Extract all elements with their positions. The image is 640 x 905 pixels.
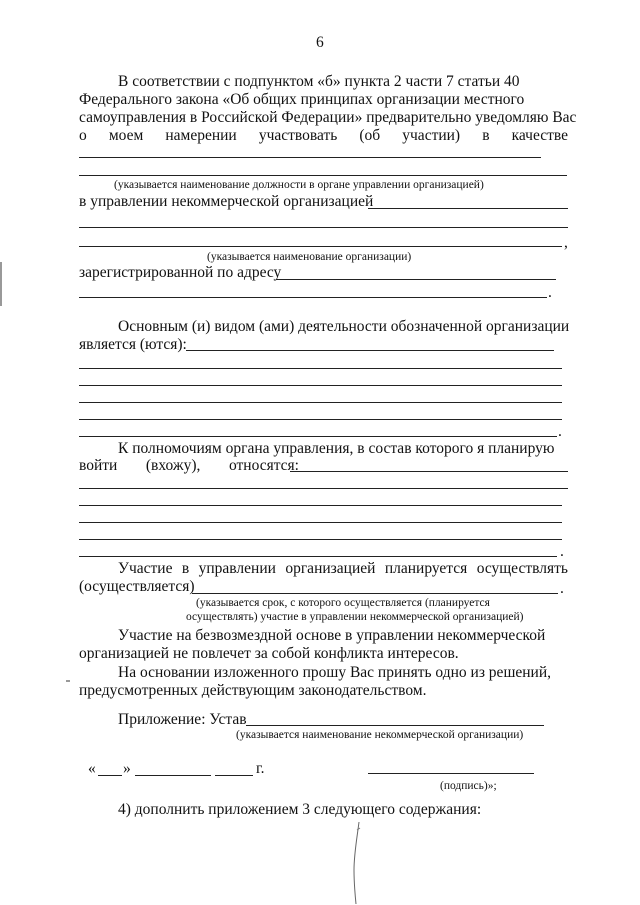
request-line-1: На основании изложенного прошу Вас принять одно из решений, — [118, 664, 552, 681]
intro-line-2: Федерального закона «Об общих принципах организации местного — [79, 91, 525, 108]
free-basis-line-1: Участие на безвозмездной основе в управлении некоммерческой — [118, 627, 546, 644]
word: осуществлять — [476, 560, 568, 577]
authority-blank-line-2[interactable] — [79, 488, 568, 489]
authority-period: . — [560, 543, 564, 560]
word: планируется — [384, 560, 468, 577]
activities-blank-line-4[interactable] — [79, 402, 562, 403]
position-blank-line-2[interactable] — [79, 175, 567, 176]
authority-blank-line-5[interactable] — [79, 539, 562, 540]
comma: , — [564, 234, 568, 251]
closing-line: 4) дополнить приложением 3 следующего содержания: — [118, 801, 482, 818]
word: о — [79, 127, 87, 144]
intro-line-3: самоуправления в Российской Федерации» предварительно уведомляю Вас — [79, 109, 577, 126]
participation-line-1 — [118, 560, 568, 578]
charter-org-hint: (указывается наименование некоммерческой организации) — [236, 729, 524, 741]
intro-line-4 — [79, 127, 568, 145]
activities-line-1: Основным (и) видом (ами) деятельности обозначенной организации — [118, 318, 570, 335]
authority-blank-line-6[interactable] — [79, 556, 557, 557]
term-blank-line[interactable] — [192, 593, 558, 594]
term-hint-2: осуществлять) участие в управлении некоммерческой организацией) — [186, 611, 524, 623]
address-blank-line-1[interactable] — [276, 279, 556, 280]
word: участвовать — [258, 127, 338, 144]
date-year-suffix: г. — [256, 760, 265, 777]
activities-blank-line-5[interactable] — [79, 419, 562, 420]
organization-blank-line-3[interactable] — [79, 246, 562, 247]
activities-blank-line-2[interactable] — [79, 368, 562, 369]
page-number: 6 — [316, 34, 324, 51]
request-line-2: предусмотренных действующим законодательством. — [79, 682, 427, 699]
activities-blank-line-6[interactable] — [79, 436, 557, 437]
authority-blank-line-3[interactable] — [79, 505, 562, 506]
appendix-blank-line[interactable] — [246, 725, 544, 726]
authority-blank-line-4[interactable] — [79, 522, 562, 523]
activities-blank-line-1[interactable] — [186, 350, 554, 351]
word: войти — [79, 457, 118, 474]
word: Участие — [118, 560, 173, 577]
word: организацией — [285, 560, 376, 577]
address-label: зарегистрированной по адресу — [79, 264, 282, 281]
organization-blank-line-1[interactable] — [368, 208, 568, 209]
word: участии) — [402, 127, 461, 144]
date-close-quote: » — [123, 760, 131, 777]
management-label: в управлении некоммерческой организацией — [79, 193, 374, 210]
word: (вхожу), — [145, 457, 201, 474]
address-period: . — [548, 284, 552, 301]
participation-period: . — [560, 580, 564, 597]
word: относятся: — [228, 457, 299, 474]
organization-blank-line-2[interactable] — [79, 227, 568, 228]
date-year-blank[interactable] — [215, 775, 253, 776]
participation-line-2: (осуществляется) — [79, 578, 195, 595]
word: в — [181, 560, 190, 577]
word: качестве — [511, 127, 568, 144]
margin-pencil-mark — [345, 818, 365, 905]
authority-blank-line-1[interactable] — [290, 471, 568, 472]
activities-blank-line-3[interactable] — [79, 385, 562, 386]
date-month-blank[interactable] — [135, 775, 211, 776]
appendix-label: Приложение: Устав — [118, 711, 247, 728]
authority-line-1: К полномочиям органа управления, в состав которого я планирую — [118, 440, 555, 457]
organization-hint: (указывается наименование организации) — [207, 251, 412, 263]
authority-line-2 — [79, 457, 299, 475]
scan-speck — [66, 680, 70, 682]
word: намерении — [165, 127, 237, 144]
word: моем — [108, 127, 144, 144]
term-hint-1: (указывается срок, с которого осуществляется (планируется — [196, 597, 490, 609]
signature-hint: (подпись)»; — [440, 780, 497, 792]
word: в — [482, 127, 490, 144]
word: (об — [359, 127, 381, 144]
scan-edge-mark — [0, 262, 2, 306]
activities-period: . — [558, 423, 562, 440]
free-basis-line-2: организацией не повлечет за собой конфликта интересов. — [79, 645, 459, 662]
address-blank-line-2[interactable] — [79, 297, 547, 298]
activities-line-2: является (ются): — [79, 336, 187, 353]
date-open-quote: « — [88, 760, 96, 777]
position-blank-line-1[interactable] — [79, 157, 541, 158]
position-hint: (указывается наименование должности в органе управлении организацией) — [114, 179, 484, 191]
signature-blank-line[interactable] — [368, 773, 534, 774]
date-day-blank[interactable] — [98, 775, 122, 776]
intro-line-1: В соответствии с подпунктом «б» пункта 2 части 7 статьи 40 — [118, 73, 520, 90]
word: управлении — [198, 560, 276, 577]
